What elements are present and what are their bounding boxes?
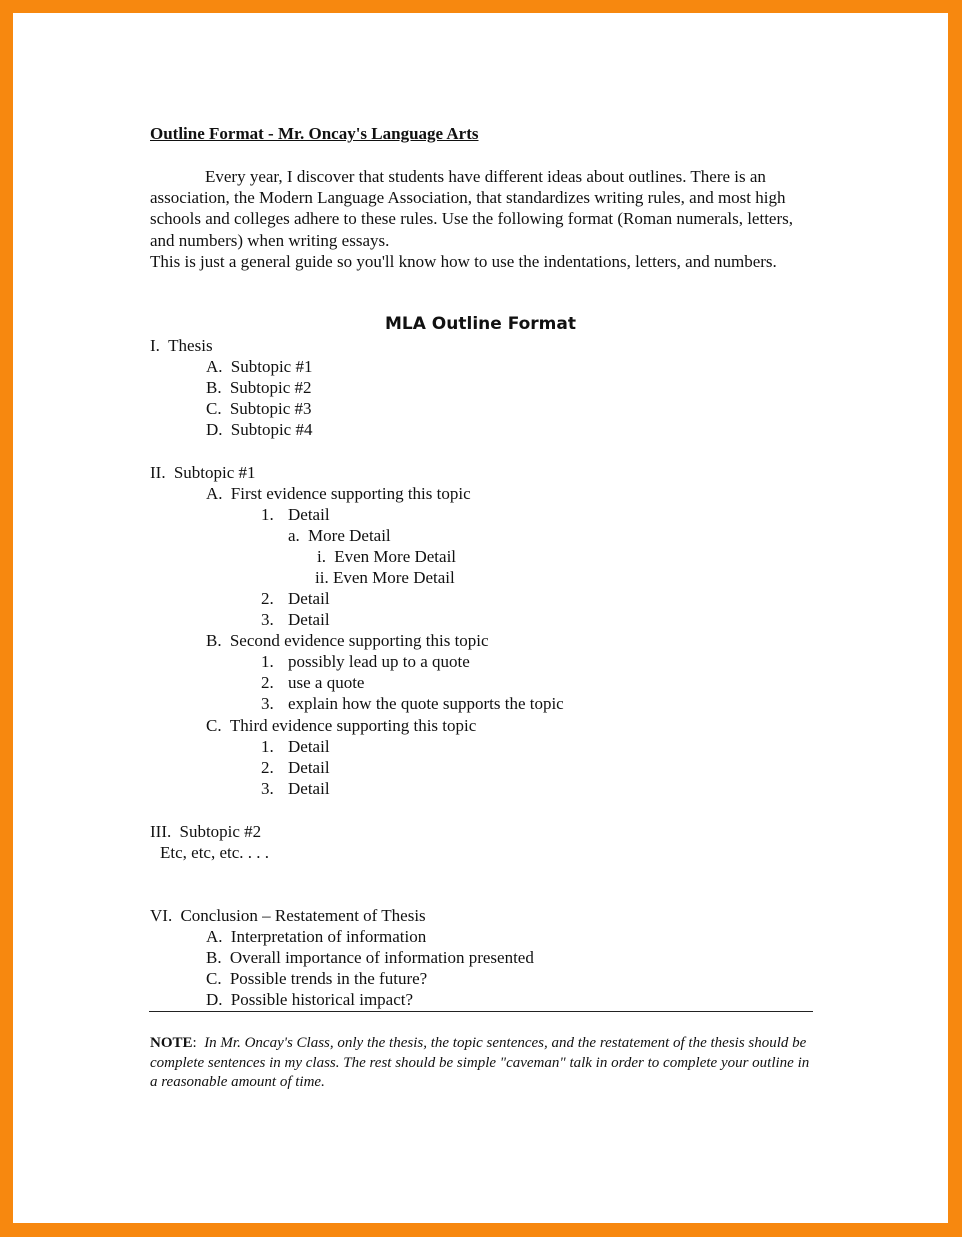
note-paragraph xyxy=(150,1034,810,1093)
outline-item-roman-3 xyxy=(150,821,261,842)
outline-marker: A. xyxy=(206,484,223,503)
document-page xyxy=(13,13,948,1223)
outline-item xyxy=(206,419,312,440)
outline-label: Subtopic #4 xyxy=(230,420,313,439)
outline-item xyxy=(261,672,364,693)
outline-item xyxy=(206,483,471,504)
outline-label: Second evidence supporting this topic xyxy=(229,631,489,650)
outline-label: Detail xyxy=(288,779,330,798)
outline-item xyxy=(206,715,476,736)
outline-label: explain how the quote supports the topic xyxy=(288,694,564,713)
outline-item xyxy=(206,968,427,989)
outline-marker: C. xyxy=(206,716,222,735)
outline-label: Detail xyxy=(288,737,330,756)
intro-paragraph: Every year, I discover that students have different ideas about outlines. There is an association, the Modern Language Association, that standardizes writing rules, and most high schools and colleges adhere to these rules. Use the following format (Roman numerals, letters, and numbers) when writing essays. xyxy=(150,167,793,250)
outline-marker: a. xyxy=(288,526,300,545)
outline-item xyxy=(206,377,312,398)
outline-item xyxy=(261,504,330,525)
outline-label: Possible historical impact? xyxy=(230,990,414,1009)
outline-label: First evidence supporting this topic xyxy=(230,484,471,503)
outline-marker: I. xyxy=(150,336,160,355)
outline-item xyxy=(206,398,312,419)
outline-marker: A. xyxy=(206,357,223,376)
outline-marker: C. xyxy=(206,969,222,988)
outline-label: Even More Detail xyxy=(332,568,455,587)
outline-label: Subtopic #1 xyxy=(230,357,313,376)
outline-marker: B. xyxy=(206,631,222,650)
outline-label: use a quote xyxy=(288,673,365,692)
outline-item xyxy=(317,546,456,567)
outline-item xyxy=(261,778,330,799)
outline-item xyxy=(261,757,330,778)
outline-item xyxy=(261,693,564,714)
outline-marker: D. xyxy=(206,990,223,1009)
outline-marker: 2. xyxy=(261,758,274,777)
outline-item-roman-conclusion xyxy=(150,905,426,926)
outline-marker: B. xyxy=(206,378,222,397)
section-heading: MLA Outline Format xyxy=(384,314,576,334)
outline-marker: 1. xyxy=(261,505,274,524)
outline-marker: III. xyxy=(150,822,172,841)
outline-marker: ii. xyxy=(315,568,329,587)
outline-marker: 2. xyxy=(261,673,274,692)
outline-marker: B. xyxy=(206,948,222,967)
outline-label: Conclusion – Restatement of Thesis xyxy=(180,906,426,925)
outline-marker: 2. xyxy=(261,589,274,608)
outline-marker: C. xyxy=(206,399,222,418)
outline-item xyxy=(206,989,413,1010)
outline-item-roman-1 xyxy=(150,335,213,356)
intro-text xyxy=(150,166,810,272)
outline-label: Subtopic #2 xyxy=(229,378,312,397)
outline-label: possibly lead up to a quote xyxy=(288,652,470,671)
outline-marker: 3. xyxy=(261,610,274,629)
outline-marker: D. xyxy=(206,420,223,439)
outline-label: Thesis xyxy=(168,336,213,355)
outline-item xyxy=(206,630,489,651)
outline-marker: 3. xyxy=(261,694,274,713)
note-label: NOTE xyxy=(150,1035,193,1051)
outline-etc: Etc, etc, etc. . . . xyxy=(160,843,270,862)
outline-item xyxy=(261,609,330,630)
note-text: In Mr. Oncay's Class, only the thesis, the topic sentences, and the restatement of the thesis should be complete sentences in my class. The rest should be simple "caveman" talk in order to complete your outline in a reasonable amount of time. xyxy=(150,1035,810,1091)
outline-marker: 1. xyxy=(261,737,274,756)
outline-label: Detail xyxy=(288,589,330,608)
outline-item xyxy=(261,588,330,609)
outline-label: Detail xyxy=(288,505,330,524)
outline-item xyxy=(206,926,426,947)
outline-label: Detail xyxy=(288,610,330,629)
outline-marker: A. xyxy=(206,927,223,946)
outline-item xyxy=(315,567,455,588)
outline-label: Subtopic #3 xyxy=(229,399,312,418)
outline-label: Detail xyxy=(288,758,330,777)
outline-label: Subtopic #1 xyxy=(173,463,256,482)
outline-label: Third evidence supporting this topic xyxy=(229,716,477,735)
outline-label: Subtopic #2 xyxy=(179,822,262,841)
note-colon: : xyxy=(192,1035,197,1051)
outline-marker: 3. xyxy=(261,779,274,798)
outline-item xyxy=(261,651,470,672)
outline-marker: II. xyxy=(150,463,166,482)
outline-label: More Detail xyxy=(308,526,391,545)
intro-guide: This is just a general guide so you'll know how to use the indentations, letters, and numbers. xyxy=(150,251,777,271)
document-title: Outline Format - Mr. Oncay's Language Arts xyxy=(150,124,479,143)
outline-item xyxy=(261,736,330,757)
outline-label: Overall importance of information presented xyxy=(229,948,534,967)
outline-label: Possible trends in the future? xyxy=(229,969,428,988)
outline-marker: 1. xyxy=(261,652,274,671)
outline-item xyxy=(206,356,312,377)
outline-item xyxy=(206,947,534,968)
outline-label: Even More Detail xyxy=(334,547,457,566)
outline-label: Interpretation of information xyxy=(230,927,427,946)
divider-rule xyxy=(149,1011,813,1012)
outline-item-roman-2 xyxy=(150,462,256,483)
outline-marker: i. xyxy=(317,547,326,566)
outline-item xyxy=(288,525,391,546)
outline-marker: VI. xyxy=(150,906,173,925)
